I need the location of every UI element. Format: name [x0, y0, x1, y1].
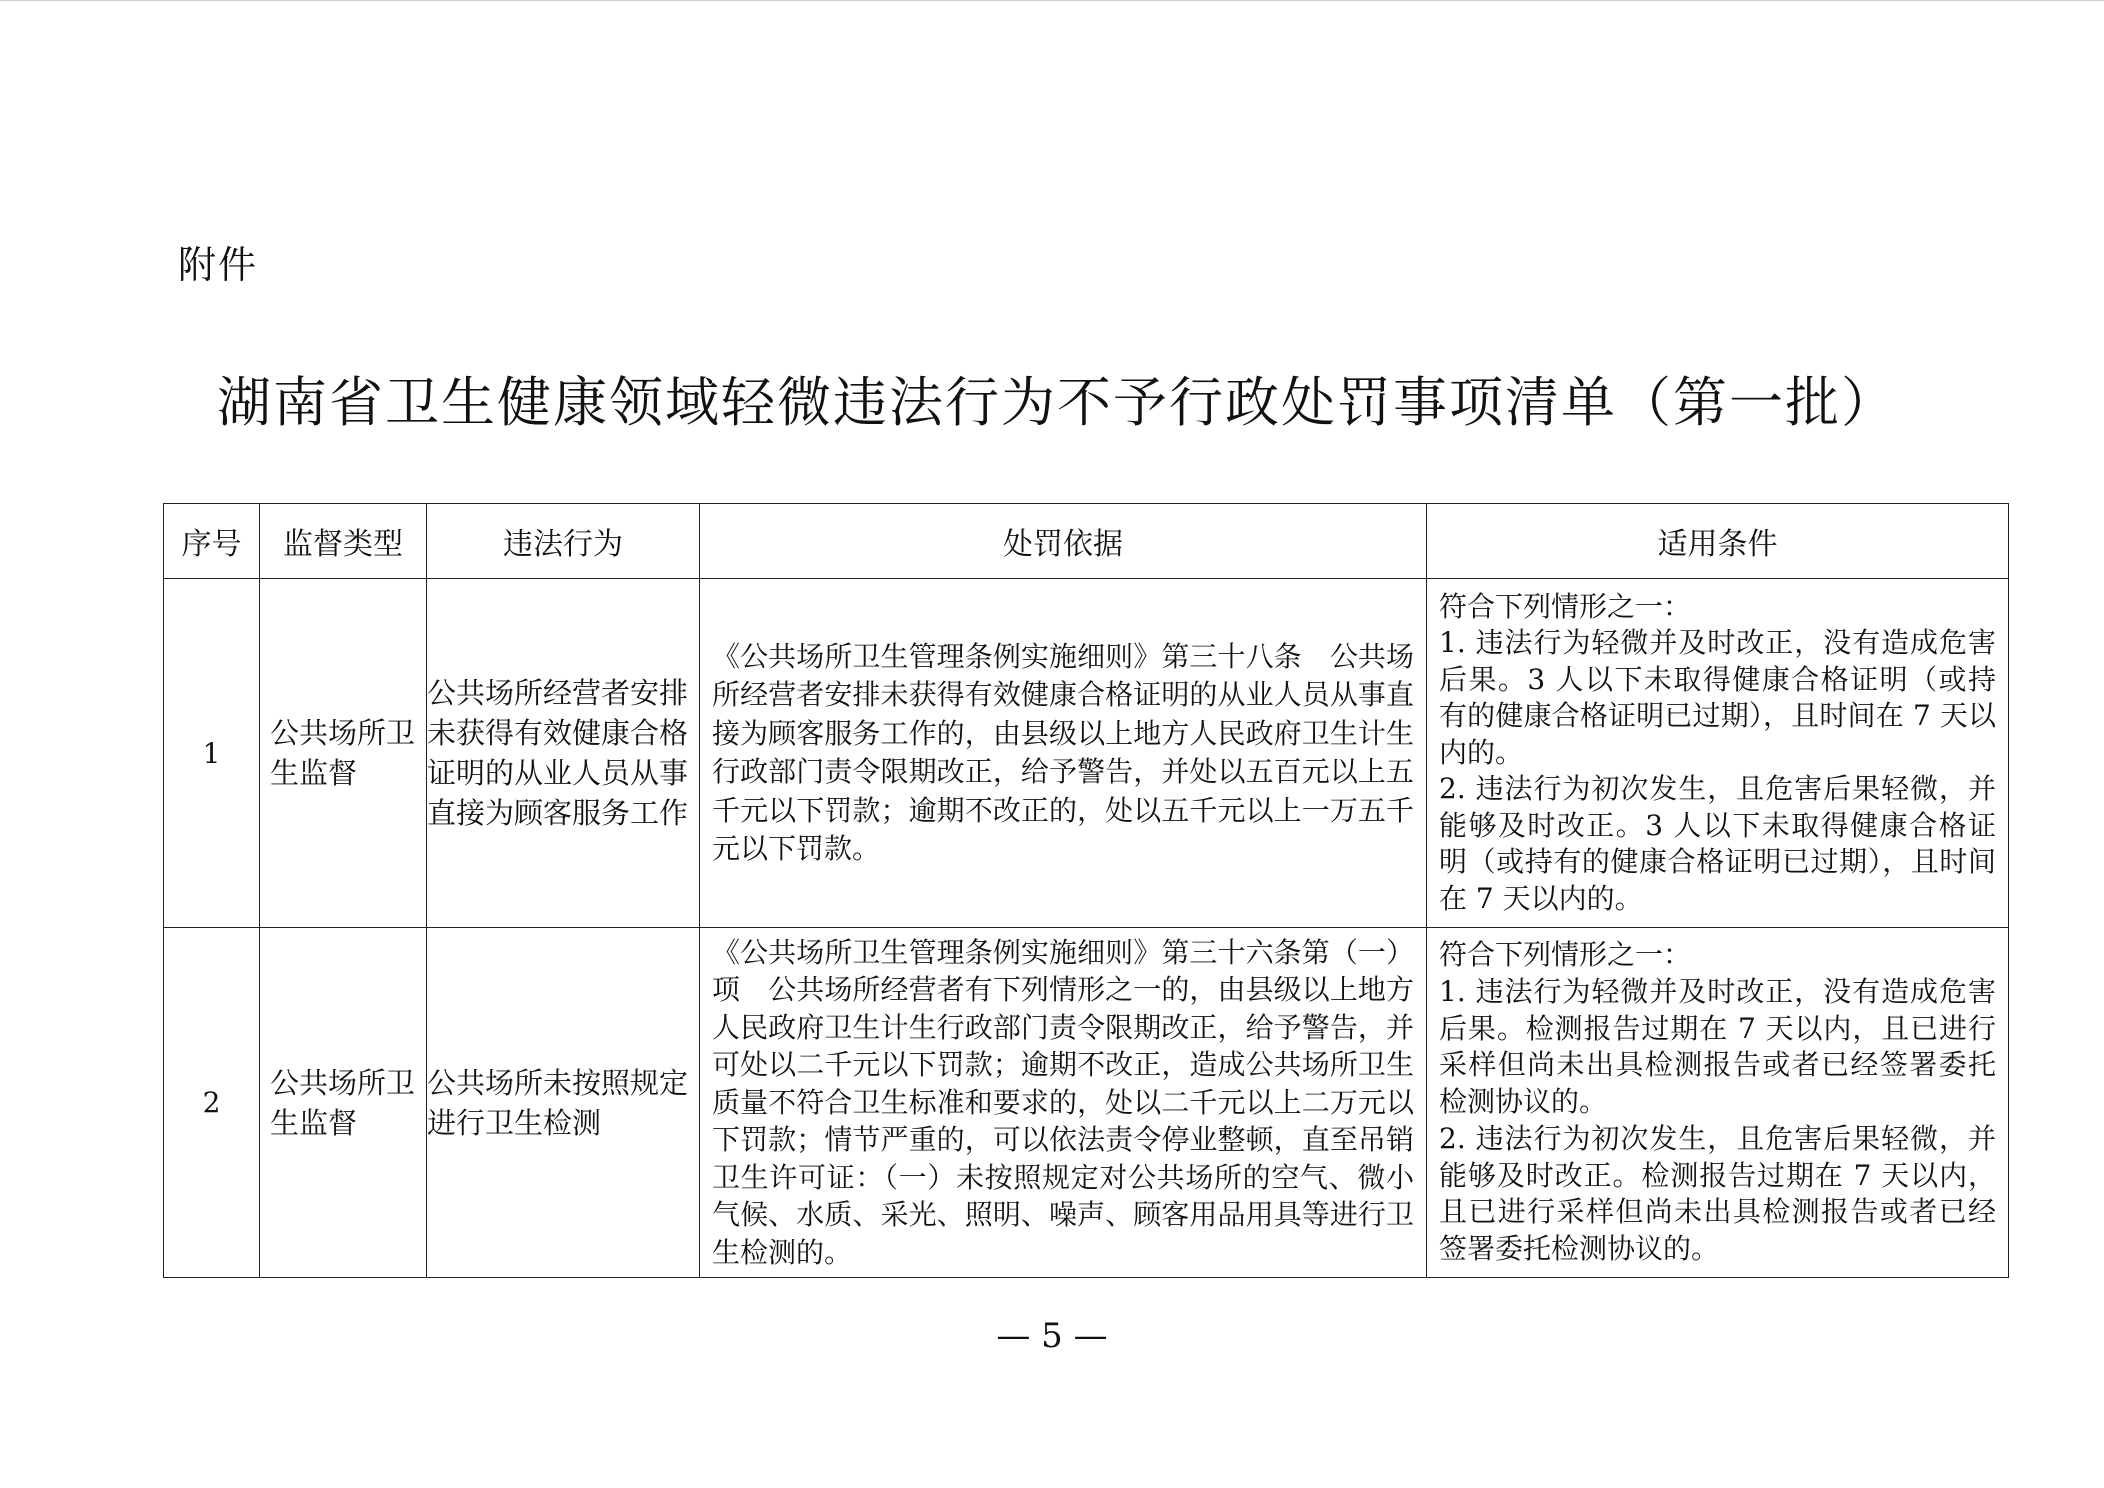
- cell-condition: [1427, 928, 2009, 1278]
- basis-text: 《公共场所卫生管理条例实施细则》第三十六条第（一）项 公共场所经营者有下列情形之一的，由县级以上地方人民政府卫生计生行政部门责令限期改正，给予警告，并可处以二千元以下罚款；逾期不改正，造成公共场所卫生质量不符合卫生标准和要求的，处以二千元以上二万元以下罚款；情节严重的，可以依法责令停业整顿，直至吊销卫生许可证：（一）未按照规定对公共场所的空气、微小气候、水质、采光、照明、噪声、顾客用品用具等进行卫生检测的。: [712, 935, 1414, 1269]
- cell-no: 2: [164, 928, 260, 1278]
- condition-item-1: 1. 违法行为轻微并及时改正，没有造成危害后果。3 人以下未取得健康合格证明（或持有的健康合格证明已过期），且时间在 7 天以内的。: [1439, 626, 1996, 769]
- page-number: — 5 —: [996, 1316, 1108, 1356]
- header-basis: 处罚依据: [700, 504, 1427, 579]
- condition-item-2: 2. 违法行为初次发生，且危害后果轻微，并能够及时改正。检测报告过期在 7 天以内，且已进行采样但尚未出具检测报告或者已经签署委托检测协议的。: [1439, 1121, 1996, 1266]
- supervision-type-text: 公共场所卫生监督: [270, 1065, 416, 1140]
- penalty-exemption-table: [163, 503, 2009, 1278]
- attachment-label: 附件: [178, 243, 259, 287]
- table-header-row: [164, 504, 2009, 579]
- violation-text: 公共场所未按照规定进行卫生检测: [427, 1065, 689, 1140]
- cell-basis: [700, 579, 1427, 928]
- top-border-line: [0, 0, 2104, 1]
- cell-no: 1: [164, 579, 260, 928]
- document-title: 湖南省卫生健康领域轻微违法行为不予行政处罚事项清单（第一批）: [217, 371, 1897, 434]
- cell-type: [260, 928, 427, 1278]
- basis-text: 《公共场所卫生管理条例实施细则》第三十八条 公共场所经营者安排未获得有效健康合格证明的从业人员从事直接为顾客服务工作的，由县级以上地方人民政府卫生计生行政部门责令限期改正，给予警告，并处以五百元以上五千元以下罚款；逾期不改正的，处以五千元以上一万五千元以下罚款。: [712, 639, 1414, 865]
- table-row: [164, 579, 2009, 928]
- condition-intro: 符合下列情形之一：: [1439, 589, 1692, 623]
- cell-act: [427, 928, 700, 1278]
- condition-intro: 符合下列情形之一：: [1439, 937, 1692, 971]
- header-type: 监督类型: [260, 504, 427, 579]
- cell-act: [427, 579, 700, 928]
- header-no: 序号: [164, 504, 260, 579]
- table-row: [164, 928, 2009, 1278]
- supervision-type-text: 公共场所卫生监督: [270, 716, 416, 790]
- condition-item-1: 1. 违法行为轻微并及时改正，没有造成危害后果。检测报告过期在 7 天以内，且已进行采样但尚未出具检测报告或者已经签署委托检测协议的。: [1439, 974, 1996, 1119]
- violation-text: 公共场所经营者安排未获得有效健康合格证明的从业人员从事直接为顾客服务工作: [427, 676, 689, 830]
- cell-basis: [700, 928, 1427, 1278]
- cell-condition: [1427, 579, 2009, 928]
- cell-type: [260, 579, 427, 928]
- header-condition: 适用条件: [1427, 504, 2009, 579]
- header-act: 违法行为: [427, 504, 700, 579]
- condition-item-2: 2. 违法行为初次发生，且危害后果轻微，并能够及时改正。3 人以下未取得健康合格证明（或持有的健康合格证明已过期），且时间在 7 天以内的。: [1439, 772, 1996, 915]
